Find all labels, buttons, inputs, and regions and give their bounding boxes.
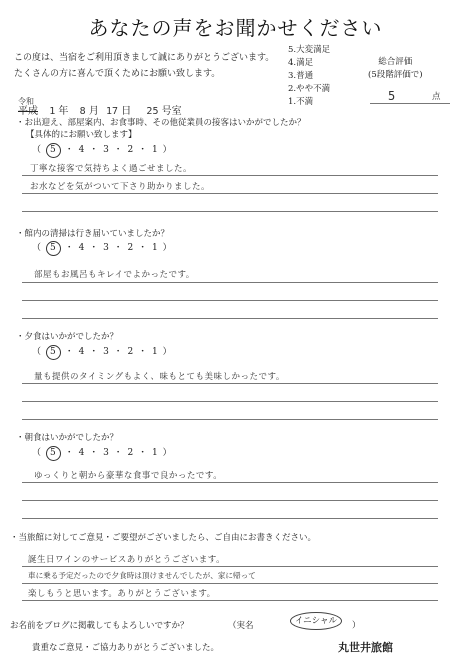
selected-rating: 5	[46, 345, 61, 360]
rating-row-3: （ 5 ・ 4 ・ 3 ・ 2 ・ 1 ）	[32, 344, 173, 360]
rating-option: 4	[78, 347, 86, 357]
comment-2-line-1: 部屋もお風呂もキレイでよかったです。	[34, 270, 195, 280]
month-label: 月	[88, 106, 99, 117]
comment-line	[22, 600, 438, 601]
comment-line	[22, 383, 438, 384]
rating-option: 3	[103, 145, 110, 155]
comment-line	[22, 566, 438, 567]
rating-legend	[288, 44, 330, 109]
free-comment-line-2: 車に乗る予定だったので夕食時は頂けませんでしたが、家に帰って	[28, 571, 256, 580]
selected-rating: 5	[46, 241, 61, 256]
question-1: ・お出迎え、部屋案内、お食事時、その他従業員の接客はいかがでしたか？	[16, 118, 306, 128]
selected-rating: 5	[46, 446, 61, 461]
room-label: 号室	[161, 106, 182, 117]
detail-prompt: 【具体的にお願い致します】	[26, 130, 137, 140]
rating-option: 1	[152, 145, 159, 155]
blog-permission-question: お名前をブログに掲載してもよろしいですか？	[10, 621, 189, 631]
year-value: 1	[49, 106, 56, 117]
stay-date	[18, 97, 182, 117]
question-4: ・朝食はいかがでしたか？	[16, 433, 119, 443]
overall-rating-box	[368, 56, 423, 82]
name-open: （	[228, 621, 237, 631]
rating-option: 2	[127, 347, 135, 357]
free-comment-line-1: 誕生日ワインのサービスありがとうございます。	[28, 555, 226, 565]
comment-line	[22, 401, 438, 402]
overall-sublabel: (5段階評価で)	[368, 70, 423, 80]
legend-item: 4.満足	[288, 58, 314, 68]
comment-1-line-1: 丁寧な接客で気持ちよく過ごせました。	[30, 164, 193, 174]
month-value: 8	[79, 106, 86, 117]
room-value: 25	[146, 106, 159, 117]
comment-line	[22, 282, 438, 283]
comment-1-line-2: お水などを気がついて下さり助かりました。	[30, 182, 211, 192]
comment-line	[22, 300, 438, 301]
day-value: 17	[106, 106, 119, 117]
comment-4-line-1: ゆっくりと朝から豪華な食事で良かったです。	[34, 471, 223, 481]
page-title: あなたの声をお聞かせください	[88, 16, 383, 40]
rating-row-4: （ 5 ・ 4 ・ 3 ・ 2 ・ 1 ）	[32, 445, 173, 461]
overall-label: 総合評価	[378, 57, 413, 67]
initial-option-selected: イニシャル	[290, 612, 342, 630]
rating-option: 2	[127, 243, 135, 253]
era-struck: 平成	[18, 106, 38, 117]
rating-option: 1	[152, 448, 159, 458]
legend-item: 3.普通	[288, 71, 314, 81]
legend-item: 5.大変満足	[288, 45, 331, 55]
rating-option: 2	[127, 145, 135, 155]
inn-name: 丸世井旅館	[338, 641, 393, 654]
rating-row-2: （ 5 ・ 4 ・ 3 ・ 2 ・ 1 ）	[32, 240, 173, 256]
name-close: ）	[352, 621, 361, 631]
rating-option: 4	[78, 145, 86, 155]
selected-rating: 5	[46, 143, 61, 158]
legend-item: 1.不満	[288, 97, 314, 107]
free-comment-line-3: 楽しもうと思います。ありがとうございます。	[28, 589, 216, 599]
year-label: 年	[58, 106, 69, 117]
comment-line	[22, 583, 438, 584]
overall-score: 5	[388, 89, 396, 103]
rating-option: 3	[103, 243, 110, 253]
rating-option: 1	[152, 243, 159, 253]
day-label: 日	[121, 106, 132, 117]
intro-line-1: この度は、当宿をご利用頂きまして誠にありがとうございます。	[14, 53, 275, 63]
comment-line	[22, 482, 438, 483]
free-comment-prompt: ・当旅館に対してご意見・ご要望がございましたら、ご自由にお書きください。	[10, 533, 317, 543]
score-underline	[370, 103, 450, 104]
era-new: 令和	[18, 97, 34, 106]
rating-row-1: （ 5 ・ 4 ・ 3 ・ 2 ・ 1 ）	[32, 142, 173, 158]
comment-line	[22, 518, 438, 519]
comment-line	[22, 175, 438, 176]
question-2: ・館内の清掃は行き届いていましたか？	[16, 229, 170, 239]
rating-option: 3	[103, 448, 110, 458]
intro-line-2: たくさんの方に喜んで頂くためにお願い致します。	[14, 69, 221, 79]
comment-line	[22, 318, 438, 319]
name-choice	[228, 619, 254, 631]
comment-line	[22, 500, 438, 501]
rating-option: 1	[152, 347, 159, 357]
legend-item: 2.やや不満	[288, 84, 331, 94]
overall-unit: 点	[432, 92, 441, 102]
rating-option: 4	[78, 448, 86, 458]
comment-3-line-1: 量も提供のタイミングもよく、味もとても美味しかったです。	[34, 372, 285, 382]
rating-option: 3	[103, 347, 110, 357]
question-3: ・夕食はいかがでしたか？	[16, 332, 119, 342]
comment-line	[22, 193, 438, 194]
comment-line	[22, 211, 438, 212]
real-name-option: 実名	[236, 621, 254, 631]
thanks-message: 貴重なご意見・ご協力ありがとうございました。	[32, 643, 220, 653]
rating-option: 2	[127, 448, 135, 458]
rating-option: 4	[78, 243, 86, 253]
comment-line	[22, 419, 438, 420]
